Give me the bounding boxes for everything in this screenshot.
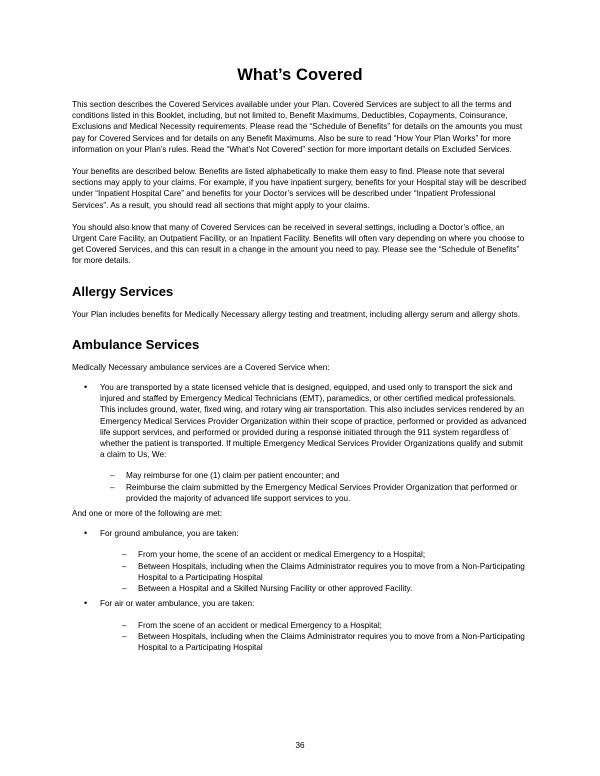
page-title: What’s Covered — [237, 66, 363, 84]
list-item — [112, 549, 528, 560]
air-water-ambulance-sub-list-wrapper — [72, 620, 528, 654]
list-item-text: Between a Hospital and a Skilled Nursing Facility or other approved Facility. — [138, 584, 413, 594]
section-heading-allergy-services: Allergy Services — [72, 283, 174, 299]
dash-marker-icon: – — [122, 584, 127, 594]
dash-marker-icon: – — [122, 561, 127, 571]
dash-marker-icon: – — [122, 620, 127, 630]
list-item — [112, 620, 528, 631]
dash-marker-icon: – — [110, 482, 115, 492]
dash-marker-icon: – — [122, 550, 127, 560]
ambulance-mid-text: And one or more of the following are met: — [72, 509, 223, 519]
list-item-text: May reimburse for one (1) claim per patient encounter; and — [126, 471, 340, 481]
ambulance-bullet-list-3 — [72, 598, 528, 609]
list-item-text: From your home, the scene of an accident or medical Emergency to a Hospital; — [138, 550, 426, 560]
air-water-ambulance-sub-list — [112, 620, 528, 654]
list-item — [112, 561, 528, 583]
list-item — [100, 482, 528, 504]
ambulance-sub-list-1 — [100, 470, 528, 504]
list-item — [112, 631, 528, 653]
dash-marker-icon: – — [122, 631, 127, 641]
bullet-marker-icon: • — [84, 382, 88, 393]
list-item — [100, 470, 528, 481]
intro-paragraph-3: You should also know that many of Covered Services can be received in several settings, including a Doctor’s office, an Urgent Care Facility, an Outpatient Facility, or an Inpatient Facility. Benefits will often vary depending on where you choose to get Covered Services, and this can result in a change in the amount you need to pay. Please see the “Schedule of Benefits” for more details. — [72, 222, 525, 266]
intro-paragraph-1: This section describes the Covered Services available under your Plan. Covered Services are subject to all the terms and conditions listed in this Booklet, including, but not limited to, Benefit Maximums, Deductibles, Copayments, Coinsurance, Exclusions and Medical Necessity requirements. Please read the “Schedule of Benefits” for details on the amounts you must pay for Covered Services and for details on any Benefit Maximums. Also be sure to read “How Your Plan Works” for more information on your Plan’s rules. Read the “What’s Not Covered” section for more important details on Excluded Services. — [72, 100, 523, 154]
ambulance-bullet-list-2 — [72, 528, 528, 539]
list-item — [72, 528, 528, 539]
ground-ambulance-sub-list — [112, 549, 528, 594]
ambulance-bullet-list-1 — [72, 382, 528, 460]
intro-paragraph-2: Your benefits are described below. Benefits are listed alphabetically to make them easy to find. Please note that several sections may apply to your claims. For example, if you have inpatient surgery, benefits for your Hospital stay will be described under “Inpatient Hospital Care” and benefits for your Doctor’s services will be described under “Inpatient Professional Services”. As a result, you should read all sections that might apply to your claims. — [72, 167, 527, 210]
allergy-services-paragraph: Your Plan includes benefits for Medically Necessary allergy testing and treatment, including allergy serum and allergy shots. — [72, 309, 520, 319]
page-number: 36 — [295, 741, 305, 750]
bullet-marker-icon: • — [84, 528, 88, 539]
list-item-text: For air or water ambulance, you are taken: — [100, 599, 255, 609]
section-heading-ambulance-services: Ambulance Services — [72, 336, 200, 352]
dash-marker-icon: – — [110, 471, 115, 481]
list-item-text: Between Hospitals, including when the Claims Administrator requires you to move from a Non-Participating Hospital to a Participating Hospital — [138, 561, 525, 582]
list-item-text: Reimburse the claim submitted by the Emergency Medical Services Provider Organization that performed or provided the majority of advanced life support services to you. — [126, 482, 518, 503]
ambulance-sub-list-1-wrapper — [72, 470, 528, 504]
list-item-text: From the scene of an accident or medical Emergency to a Hospital; — [138, 620, 382, 630]
ground-ambulance-sub-list-wrapper — [72, 549, 528, 594]
list-item — [72, 382, 528, 460]
ambulance-lead-text: Medically Necessary ambulance services are a Covered Service when: — [72, 362, 330, 372]
list-item — [72, 598, 528, 609]
list-item-text: For ground ambulance, you are taken: — [100, 529, 239, 539]
list-item-text: You are transported by a state licensed vehicle that is designed, equipped, and used only to transport the sick and injured and staffed by Emergency Medical Technicians (EMT), paramedics, or other certified medical professionals. This includes ground, water, fixed wing, and rotary wing air transportation. This also includes services rendered by an Emergency Medical Services Provider Organization within their scope of practice, performed or provided as advanced life support services, and performed or provided during a response initiated through the 911 system regardless of whether the patient is transported. If multiple Emergency Medical Services Provider Organizations qualify and submit a claim to Us, We: — [100, 383, 527, 460]
list-item-text: Between Hospitals, including when the Claims Administrator requires you to move from a Non-Participating Hospital to a Participating Hospital — [138, 631, 525, 652]
bullet-marker-icon: • — [84, 598, 88, 609]
list-item — [112, 583, 528, 594]
